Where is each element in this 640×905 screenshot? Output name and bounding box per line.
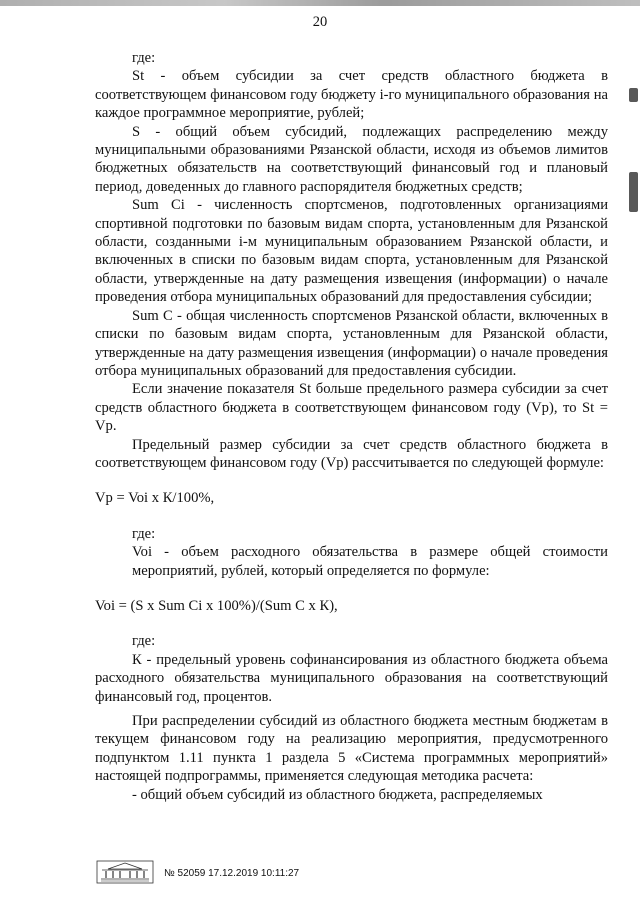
document-body bbox=[95, 49, 608, 804]
where-label: где: bbox=[132, 50, 156, 66]
distribution-paragraph: При распределении субсидий из областного бюджета местным бюджетам в текущем финансовом году на реализацию мероприятия, предусмотренного подпунктом 1.11 пункта 1 раздела 5 «Система программных мероприятий» настоящей подпрограммы, применяется следующая методика расчета: bbox=[95, 713, 608, 785]
definition-sum-c: Sum C - общая численность спортсменов Рязанской области, включенных в списки по базовым видам спорта, установленным для Рязанской области, утвержденные на дату размещения извещения (информации) о начале проведения отбора муниципальных образований для предоставления субсидии. bbox=[95, 307, 608, 379]
formula-vp: Vp = Voi x К/100%, bbox=[95, 490, 215, 507]
limit-paragraph: Предельный размер субсидии за счет средств областного бюджета в соответствующем финансовом году (Vp) рассчитывается по следующей формуле: bbox=[95, 436, 608, 471]
definition-sum-ci: Sum Ci - численность спортсменов, подготовленных организациями спортивной подготовки по базовым видам спорта, установленным для Рязанской области, созданными i-м муниципальным образованием Рязанской области, и включенных в списки по базовым видам спорта, установленным для Рязанской области, утвержденные на дату размещения извещения (информации) о начале проведения отбора муниципальных образований для предоставления субсидии; bbox=[95, 197, 608, 306]
page-number: 20 bbox=[312, 14, 328, 30]
definition-voi: Voi - объем расходного обязательства в размере общей стоимости мероприятий, рублей, который определяется по формуле: bbox=[132, 544, 608, 579]
definition-s: S - общий объем субсидий, подлежащих распределению между муниципальными образованиями Рязанской области, исходя из объемов лимитов бюджетных обязательств на соответствующий финансовый год и плановый период, доведенных до главного распорядителя бюджетных средств; bbox=[95, 123, 608, 195]
scan-margin-mark bbox=[629, 172, 638, 212]
document-stamp: № 52059 17.12.2019 10:11:27 bbox=[164, 868, 300, 879]
document-footer bbox=[96, 860, 416, 884]
list-item: - общий объем субсидий из областного бюджета, распределяемых bbox=[132, 786, 543, 803]
where-label: где: bbox=[132, 525, 156, 542]
scan-edge-artifact bbox=[0, 0, 640, 6]
government-building-seal-icon bbox=[96, 860, 154, 884]
formula-voi: Voi = (S x Sum Ci x 100%)/(Sum C x К), bbox=[95, 597, 338, 614]
definition-k: К - предельный уровень софинансирования из областного бюджета объема расходного обязательства муниципального образования на соответствующий финансовый год, процентов. bbox=[95, 651, 608, 705]
definition-st: St - объем субсидии за счет средств областного бюджета в соответствующем финансовом году бюджету i-го муниципального образования на каждое программное мероприятие, рублей; bbox=[95, 68, 608, 122]
condition-paragraph: Если значение показателя St больше предельного размера субсидии за счет средств областного бюджета в соответствующем финансовом году (Vp), то St = Vp. bbox=[95, 381, 608, 435]
scan-margin-mark bbox=[629, 88, 638, 102]
where-label: где: bbox=[132, 633, 156, 650]
